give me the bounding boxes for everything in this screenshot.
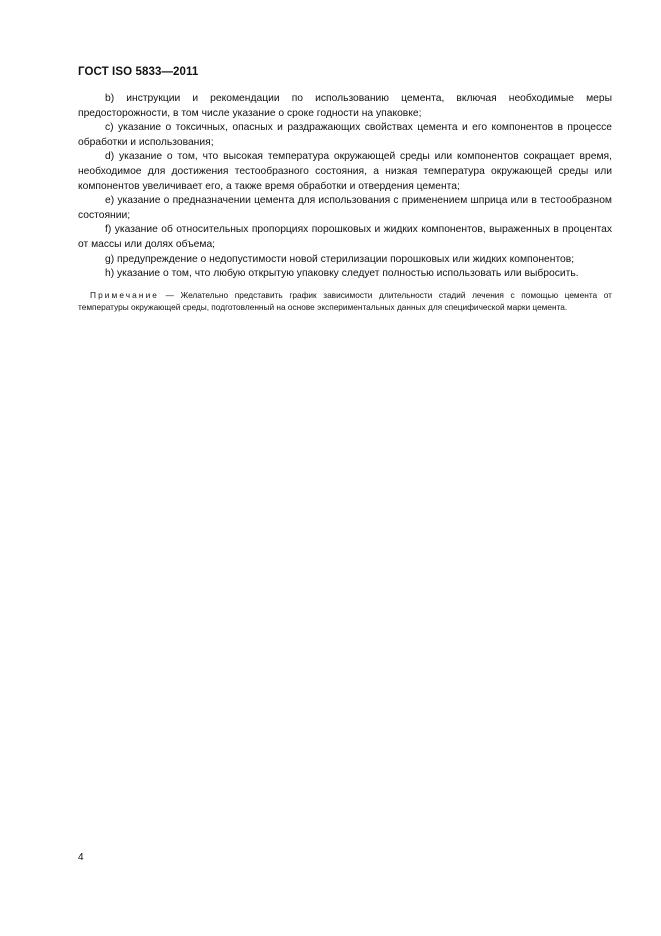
list-item-g: g) предупреждение о недопустимости новой стерилизации порошковых или жидких компонентов;	[105, 253, 575, 265]
note-text: Желательно представить график зависимости длительности стадий лечения с помощью цемента от температуры окружающей среды, подготовленный на основе экспериментальных данных для специфической марки цемента.	[78, 289, 612, 313]
document-header: ГОСТ ISO 5833—2011	[78, 66, 199, 78]
note-separator: —	[159, 289, 181, 300]
document-body	[78, 92, 612, 314]
list-item-f: f) указание об относительных пропорциях порошковых и жидких компонентов, выраженных в процентах от массы или долях объема;	[78, 224, 612, 250]
note-label: Примечание	[90, 289, 160, 300]
list-item-h: h) указание о том, что любую открытую упаковку следует полностью использовать или выбросить.	[105, 268, 579, 280]
note-paragraph	[78, 289, 612, 314]
list-item-e: e) указание о предназначении цемента для использования с применением шприца или в тестообразном состоянии;	[78, 195, 612, 221]
page-number: 4	[78, 852, 84, 863]
list-item-b: b) инструкции и рекомендации по использованию цемента, включая необходимые меры предосторожности, в том числе указание о сроке годности на упаковке;	[78, 93, 612, 119]
list-item-c: c) указание о токсичных, опасных и раздражающих свойствах цемента и его компонентов в процессе обработки и использования;	[78, 122, 612, 148]
list-item-d: d) указание о том, что высокая температура окружающей среды или компонентов сокращает время, необходимое для достижения тестообразного состояния, а низкая температура окружающей среды или компонентов увеличивает его, а также время обработки и отвердения цемента;	[78, 151, 612, 192]
